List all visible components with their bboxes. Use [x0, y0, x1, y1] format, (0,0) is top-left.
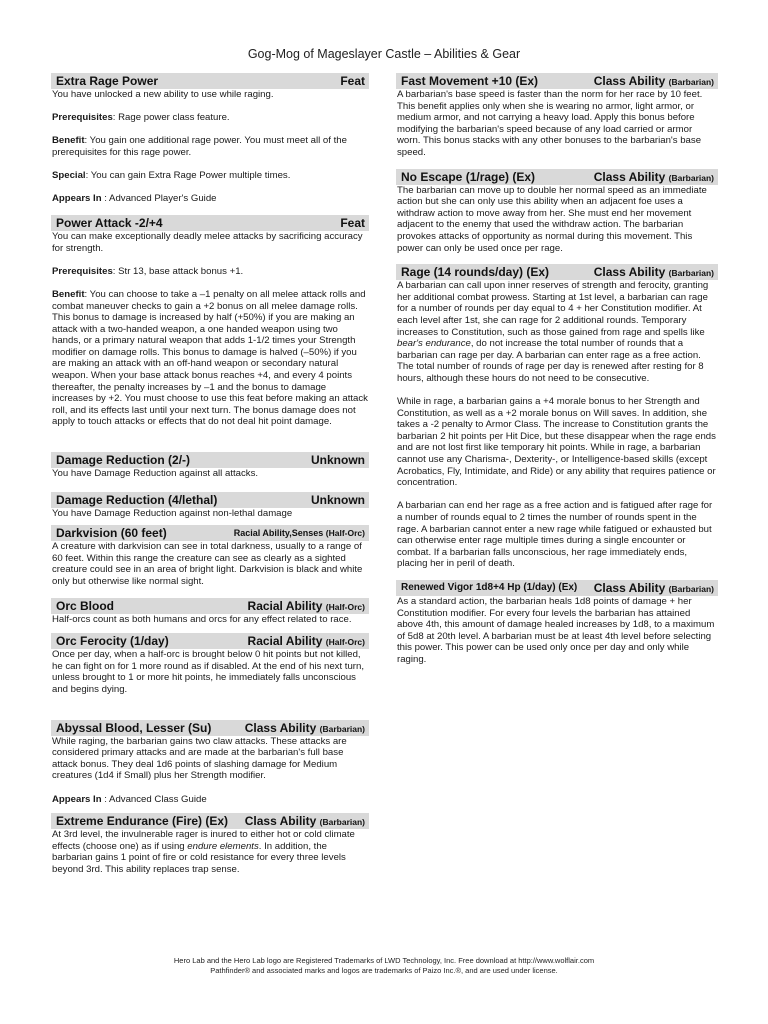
- entry-text: Once per day, when a half-orc is brought below 0 hit points but not killed, he can fight on for 1 more round as if disabled. At the end of his next turn, unless brought to 1 or more hit points, he immediately falls unconscious and begins dying.: [52, 649, 364, 695]
- entry-type: Class Ability (Barbarian): [593, 169, 714, 184]
- entry-text: A barbarian's base speed is faster than the norm for her race by 10 feet. This benefit applies only when she is wearing no armor, light armor, or medium armor, and not carrying a heavy load. Apply this bonus before modifying the barbarian's speed because of any load carried or armor worn. This bonus stacks with any other bonuses to the barbarian's base speed.: [397, 89, 703, 158]
- entry-text: As a standard action, the barbarian heals 1d8 points of damage + her Constitution modifier. For every four levels the barbarian has attained above 4th, this amount of damage healed increases by 1d8, to a maximum of 5d8 at 20th level. A barbarian must be at least 4th level before selecting this power. This power can be used only once per day and only while raging.: [397, 595, 715, 665]
- entry-header: [51, 73, 369, 89]
- entry-header: [51, 492, 369, 508]
- entry-header: [51, 525, 369, 541]
- entry-type: Unknown: [311, 453, 365, 468]
- entry-abyssal-blood: [51, 720, 369, 806]
- entry-text: A barbarian can call upon inner reserves of strength and ferocity, granting her additional combat prowess. Starting at 1st level, a barbarian can rage for a number of rounds per day equal to 4 + her Constitution modifier. At each level after 1st, she can rage for 2 additional rounds. Temporary increases to Constitution, such as those gained from rage and spells like bear's endurance, do not increase the total number of rounds that a barbarian can rage per day. A barbarian can enter rage as a free action. The total number of rounds of rage per day is renewed after resting for 8 hours, although these hours do not need to be consecutive.: [397, 280, 709, 384]
- entry-name: Fast Movement +10 (Ex): [401, 74, 539, 88]
- entry-header: [396, 73, 718, 89]
- footer-line: Hero Lab and the Hero Lab logo are Registered Trademarks of LWD Technology, Inc. Free download at http://www.wolflair.com: [173, 956, 595, 965]
- entry-power-attack: [51, 215, 369, 428]
- entry-header: [51, 813, 369, 829]
- entry-name: Orc Ferocity (1/day): [56, 634, 169, 649]
- entry-type: Racial Ability,Senses (Half-Orc): [233, 528, 365, 539]
- entry-orc-ferocity: [51, 633, 369, 695]
- entry-rage: [396, 264, 718, 570]
- entry-renewed-vigor: [396, 580, 718, 666]
- entry-header: [51, 452, 369, 468]
- entry-type: Feat: [340, 215, 365, 230]
- entry-damage-reduction-4: [51, 492, 369, 520]
- entry-no-escape: [396, 169, 718, 255]
- entry-name: Renewed Vigor 1d8+4 Hp (1/day) (Ex): [401, 581, 578, 593]
- page-title: Gog-Mog of Mageslayer Castle – Abilities & Gear: [247, 47, 521, 61]
- entry-header: [51, 598, 369, 614]
- entry-type: Unknown: [311, 492, 365, 507]
- footer-line: Pathfinder® and associated marks and logos are trademarks of Paizo Inc.®, and are used under license.: [210, 966, 558, 975]
- entry-fast-movement: [396, 73, 718, 159]
- entry-text: At 3rd level, the invulnerable rager is inured to either hot or cold climate effects (choose one) as if using endure elements. In addition, the barbarian gains 1 point of fire or cold resistance for every three levels beyond 3rd. This ability replaces trap sense.: [52, 829, 355, 875]
- entry-prerequisites: Prerequisites: Str 13, base attack bonus +1.: [52, 265, 244, 277]
- entry-appears-in: Appears In : Advanced Player's Guide: [52, 193, 217, 205]
- entry-name: Abyssal Blood, Lesser (Su): [56, 720, 212, 735]
- entry-benefit: Benefit: You can choose to take a –1 penalty on all melee attack rolls and combat maneuver checks to gain a +2 bonus on all melee damage rolls. This bonus to damage is increased by half (+50%) if you are making an attack with a two-handed weapon, a one handed weapon using two hands, or a primary natural weapon that adds 1-1/2 times your Strength modifier on damage rolls. This bonus to damage is halved (–50%) if you are making an attack with an off-hand weapon or secondary natural weapon. When your base attack bonus reaches +4, and every 4 points thereafter, the penalty increases by –1 and the bonus to damage increases by +2. You must choose to use this feat before making an attack roll, and its effects last until your next turn. The bonus damage does not apply to touch attacks or effects that do not deal hit point damage.: [52, 288, 368, 428]
- entry-intro: You have unlocked a new ability to use while raging.: [52, 89, 274, 100]
- entry-intro: You can make exceptionally deadly melee attacks by sacrificing accuracy for strength.: [52, 230, 363, 254]
- entry-text: The barbarian can move up to double her normal speed as an immediate action but she can only use this ability when an adjacent foe uses a withdraw action to move away from her. She must end her movement adjacent to the enemy that used the withdraw action. The barbarian provokes attacks of opportunity as normal during this movement. This power can only be used once per rage.: [397, 184, 707, 254]
- entry-name: Extra Rage Power: [56, 74, 159, 88]
- entry-name: Orc Blood: [56, 598, 115, 613]
- entry-text: While in rage, a barbarian gains a +4 morale bonus to her Strength and Constitution, as well as a +2 morale bonus on Will saves. In addition, she takes a -2 penalty to Armor Class. The increase to Constitution grants the barbarian 2 hit points per Hit Dice, but these disappear when the rage ends and are not lost first like temporary hit points. While in rage, a barbarian cannot use any Charisma-, Dexterity-, or Intelligence-based skills (except Acrobatics, Fly, Intimidate, and Ride) or any ability that requires patience or concentration.: [397, 396, 716, 489]
- entry-header: [396, 169, 718, 185]
- entry-name: No Escape (1/rage) (Ex): [401, 169, 536, 184]
- entry-name: Darkvision (60 feet): [56, 526, 167, 541]
- entry-header: [51, 633, 369, 649]
- entry-extra-rage-power: [51, 73, 369, 205]
- entry-special: Special: You can gain Extra Rage Power multiple times.: [52, 170, 291, 182]
- entry-text: Half-orcs count as both humans and orcs for any effect related to race.: [52, 613, 352, 625]
- entry-appears-in: Appears In : Advanced Class Guide: [52, 793, 207, 805]
- entry-header: [51, 215, 369, 231]
- entry-header: [51, 720, 369, 736]
- entry-header: [396, 580, 718, 596]
- entry-text: A barbarian can end her rage as a free action and is fatigued after rage for a number of rounds equal to 2 times the number of rounds spent in the rage. A barbarian cannot enter a new rage while fatigued or exhausted but can otherwise enter rage multiple times during a single encounter or combat. If a barbarian falls unconscious, her rage immediately ends, placing her in peril of death.: [397, 500, 713, 570]
- entry-benefit: Benefit: You gain one additional rage power. You must meet all of the prerequisites for this rage power.: [52, 135, 347, 158]
- entry-darkvision: [51, 525, 369, 587]
- entry-type: Feat: [340, 74, 365, 88]
- entry-type: Class Ability (Barbarian): [593, 580, 714, 595]
- footer: [0, 956, 768, 976]
- entry-name: Damage Reduction (4/lethal): [56, 492, 218, 507]
- entry-text: You have Damage Reduction against all attacks.: [52, 468, 259, 480]
- entry-name: Damage Reduction (2/-): [56, 453, 191, 468]
- entry-type: Class Ability (Barbarian): [244, 720, 365, 735]
- right-column: [396, 73, 718, 666]
- entry-header: [396, 264, 718, 280]
- entry-damage-reduction-2: [51, 452, 369, 480]
- entry-text: You have Damage Reduction against non-lethal damage: [52, 507, 293, 519]
- entry-orc-blood: [51, 598, 369, 626]
- entry-name: Rage (14 rounds/day) (Ex): [401, 265, 550, 280]
- entry-type: Racial Ability (Half-Orc): [247, 634, 365, 649]
- entry-type: Racial Ability (Half-Orc): [247, 598, 365, 613]
- entry-type: Class Ability (Barbarian): [593, 265, 714, 280]
- entry-text: While raging, the barbarian gains two claw attacks. These attacks are considered primary attacks and are made at the barbarian's full base attack bonus. They deal 1d6 points of slashing damage for Medium creatures (1d4 if Small) plus her Strength modifier.: [52, 735, 347, 782]
- left-column: [51, 73, 369, 876]
- entry-type: Class Ability (Barbarian): [593, 74, 714, 88]
- entry-prerequisites: Prerequisites: Rage power class feature.: [52, 112, 230, 124]
- entry-type: Class Ability (Barbarian): [244, 814, 365, 829]
- entry-name: Extreme Endurance (Fire) (Ex): [56, 814, 229, 829]
- entry-name: Power Attack -2/+4: [56, 215, 163, 230]
- entry-text: A creature with darkvision can see in total darkness, usually to a range of 60 feet. Within this range the creature can see as clearly as a sighted creature could see in an area of bright light. Darkvision is black and white only but otherwise like normal sight.: [52, 541, 363, 587]
- entry-extreme-endurance: [51, 813, 369, 875]
